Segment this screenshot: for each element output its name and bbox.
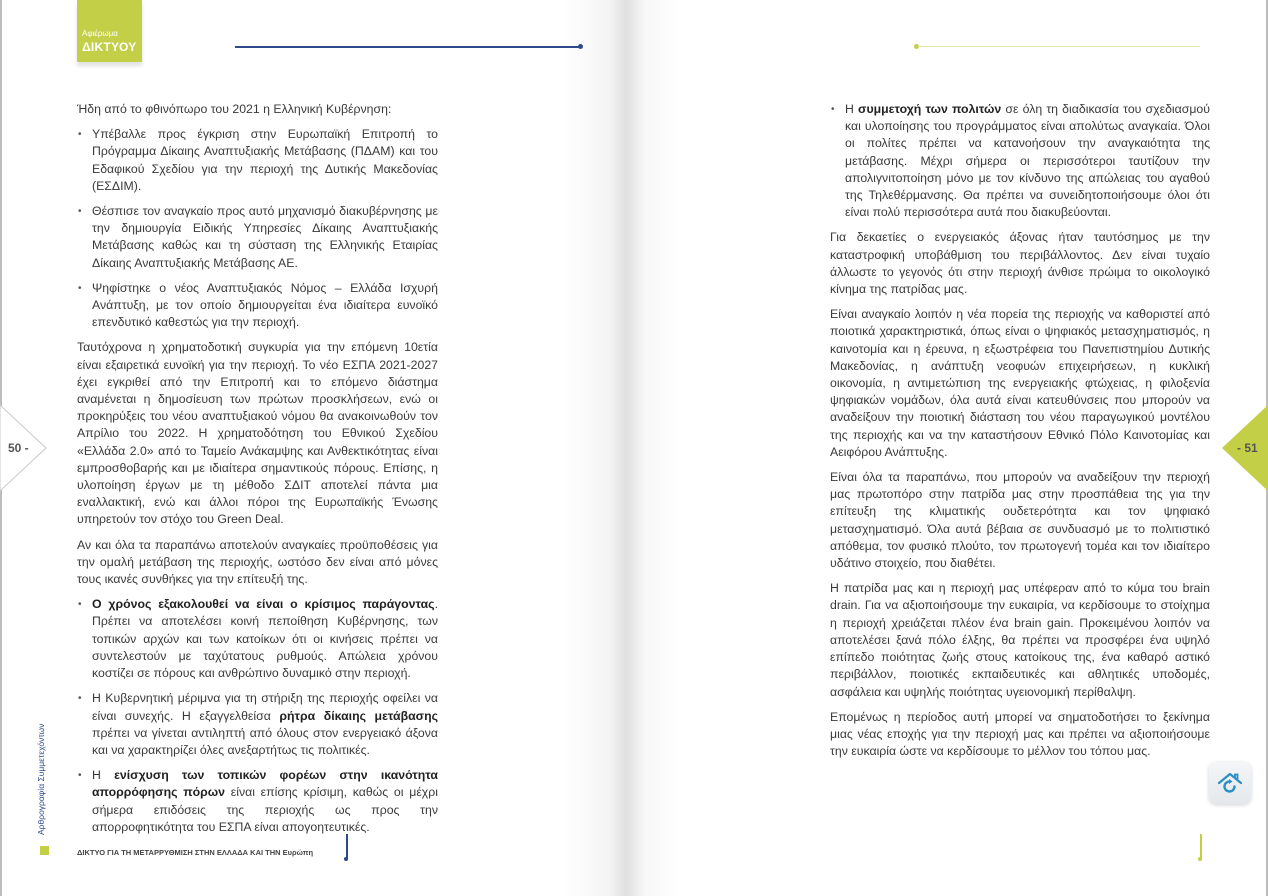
page-number-left: 50 - [8, 441, 29, 455]
bullet-list [77, 596, 438, 836]
footer-text: ΔΙΚΤΥΟ ΓΙΑ ΤΗ ΜΕΤΑΡΡΥΘΜΙΣΗ ΣΤΗΝ ΕΛΛΑΔΑ ΚΑΙ ΤΗΝ Ευρώπη [77, 848, 314, 857]
footer-rule-left [346, 834, 348, 859]
bold-text: ενίσχυση των τοπικών φορέων στην ικανότητα απορρόφησης πόρων [92, 768, 438, 800]
paragraph [77, 339, 438, 528]
footer-rule-right-dot [1198, 857, 1202, 861]
text-run: Ψηφίστηκε ο νέος Αναπτυξιακός Νόμος – Ελλάδα Ισχυρή Ανάπτυξη, με τον οποίο δημιουργείται ένα ιδιαίτερα ευνοϊκό επενδυτικό καθεστώς για την περιοχή. [92, 280, 438, 330]
text-run: πρέπει να γίνεται αντιληπτή από όλους στον ενεργειακό άξονα και να χαρακτηρίζει όλες ανεξαρτήτως τις πολιτικές. [92, 725, 438, 757]
paragraph [830, 229, 1210, 298]
section-label [77, 0, 142, 62]
paragraph [830, 469, 1210, 572]
footer-square [40, 846, 49, 855]
list-item [830, 101, 1210, 221]
page-number-right: - 51 [1237, 441, 1258, 455]
list-item [77, 596, 438, 682]
paragraph [830, 306, 1210, 461]
text-run: Η [92, 768, 115, 783]
list-item [77, 690, 438, 759]
side-section-label: Αρθρογραφία Συμμετεχόντων [36, 723, 46, 835]
header-rule-left-dot [578, 44, 583, 49]
text-run: Είναι όλα τα παραπάνω, που μπορούν να αναδείξουν την περιοχή μας πρωτοπόρο στην πατρίδα μας στην προσπάθεια της για την επίτευξη της κλιματικής ουδετερότητα και τον ψηφιακό μετασχηματισμό. Όλα αυτά βέβαια σε συνδυασμό με το πολιτιστικό απόθεμα, τον φυσικό πλούτο, τον πρωτογενή τομέα και τον ιδιαίτερο υδάτινο στοιχείο, που διαθέτει. [830, 470, 1210, 571]
home-button[interactable] [1209, 762, 1251, 804]
bullet-list [830, 101, 1210, 221]
paragraph [830, 580, 1210, 700]
bold-text: ρήτρα δίκαιης μετάβασης [279, 708, 438, 723]
left-text-column [77, 101, 438, 844]
text-run: Ήδη από το φθινόπωρο του 2021 η Ελληνική Κυβέρνηση: [77, 102, 392, 116]
paragraph [830, 709, 1210, 761]
bold-text: Ο χρόνος εξακολουθεί να είναι ο κρίσιμος παράγοντας [92, 597, 435, 612]
list-item [77, 767, 438, 836]
paragraph [77, 101, 438, 118]
text-run: Επομένως η περίοδος αυτή μπορεί να σηματοδοτήσει το ξεκίνημα μιας νέας εποχής για την περιοχή μας και πρέπει να αξιοποιήσουμε την ευκαιρία ώστε να κερδίσουμε το μέλλον του τόπου μας. [830, 709, 1210, 759]
footer-rule-left-dot [344, 857, 348, 861]
paragraph [77, 537, 438, 589]
text-run: Είναι αναγκαίο λοιπόν η νέα πορεία της περιοχής να καθοριστεί από ποιοτικά χαρακτηριστικά, όπως είναι ο ψηφιακός μετασχηματισμός, η καινοτομία και η έρευνα, η εξωστρέφεια του Πανεπιστημίου Δυτικής Μακεδονίας, η ανάπτυξη νεοφυών επιχειρήσεων, η κυκλική οικονομία, η αντιμετώπιση της ενεργειακής φτώχειας, η φιλοξενία ψηφιακών νομάδων, όλα αυτά είναι κατευθύνσεις που μπορούν να αναδείξουν την ποιοτική διάσταση του νέου παραγωγικού μοντέλου της περιοχής και να την καταστήσουν Εθνικό Πόλο Καινοτομίας και Αειφόρου Ανάπτυξης. [830, 307, 1210, 459]
bullet-list [77, 126, 438, 331]
home-refresh-icon [1217, 772, 1243, 794]
text-run: . Πρέπει να αποτελέσει κοινή πεποίθηση Κυβέρνησης, των τοπικών αρχών και των κατοίκων ότι οι κινήσεις πρέπει να συντελεστούν με ταχύτατους ρυθμούς. Απώλεια χρόνου κοστίζει σε πόρους και ανθρώπινο δυναμικό στην περιοχή. [92, 597, 438, 681]
right-text-column [830, 101, 1210, 768]
text-run: Η Κυβερνητική μέριμνα για τη στήριξη της περιοχής οφείλει να είναι συνεχής. Η εξαγγελθείσα [92, 691, 438, 723]
section-label-big: ΔΙΚΤΥΟΥ [82, 40, 137, 54]
text-run: είναι επίσης κρίσιμη, καθώς οι μέχρι σήμερα επιδόσεις της περιοχής ως προς την απορροφητικότητα του ΕΣΠΑ είναι απογοητευτικές. [92, 785, 438, 834]
text-run: Η [845, 102, 859, 116]
list-item [77, 126, 438, 195]
bold-text: συμμετοχή των πολιτών [858, 102, 1002, 116]
text-run: Ταυτόχρονα η χρηματοδοτική συγκυρία για την επόμενη 10ετία είναι εξαιρετικά ευνοϊκή για την περιοχή. Το νέο ΕΣΠΑ 2021-2027 έχει εγκριθεί από την Επιτροπή και το επόμενο διάστημα αναμένεται η δημοσίευση των πρώτων προσκλήσεων, ενώ οι προκηρύξεις του νέου αναπτυξιακού νόμου θα ανακοινωθούν τον Απρίλιο του 2022. Η χρηματοδότηση του Εθνικού Σχεδίου «Ελλάδα 2.0» από το Ταμείο Ανάκαμψης και Ανθεκτικότητας είναι εμπροσθοβαρής και με ιδιαίτερα σημαντικούς πόρους. Επίσης, η υλοποίηση έργων με τη μέθοδο ΣΔΙΤ αποτελεί πάντα μια εναλλακτική, ενώ και άλλοι πόροι της Ευρωπαϊκής Ένωσης υπηρετούν τον στόχο του Green Deal. [77, 340, 438, 527]
text-run: σε όλη τη διαδικασία του σχεδιασμού και υλοποίησης του προγράμματος είναι απολύτως αναγκαία. Όλοι οι πολίτες πρέπει να κατανοήσουν την αναγκαιότητα της μετάβασης. Μέχρι σήμερα οι περισσότεροι ταυτίζουν την απολιγνιτοποίηση μόνο με τον κίνδυνο της απώλειας του αγαθού της Τηλεθέρμανσης. Θα πρέπει να συνειδητοποιήσουμε όλοι ότι είναι πολύ περισσότερα αυτά που διακυβεύονται. [845, 102, 1210, 220]
text-run: Η πατρίδα μας και η περιοχή μας υπέφεραν από το κύμα του brain drain. Για να αξιοποιήσουμε την ευκαιρία, να κερδίσουμε το στοίχημα η περιοχή χρειάζεται πλέον ένα brain gain. Προκειμένου λοιπόν να αποτελέσει ξανά πόλο έλξης, θα πρέπει να προσφέρει ένα υψηλό επίπεδο ποιότητας ζωής στους κατοίκους της, ένα καθαρό αστικό περιβάλλον, ποιοτικές εκπαιδευτικές και αθλητικές υποδομές, ασφάλεια και υψηλής ποιότητας υγειονομική περίθαλψη. [830, 581, 1210, 699]
text-run: Για δεκαετίες ο ενεργειακός άξονας ήταν ταυτόσημος με την καταστροφική υποβάθμιση του περιβάλλοντος. Δεν είναι τυχαίο άλλωστε το γεγονός ότι στην περιοχή άνθισε πρώιμα το οικολογικό κίνημα της πατρίδας μας. [830, 230, 1210, 297]
text-run: Θέσπισε τον αναγκαίο προς αυτό μηχανισμό διακυβέρνησης με την δημιουργία Ειδικής Υπηρεσίες Δίκαιης Αναπτυξιακής Μετάβασης καθώς και τη σύσταση της Ελληνικής Εταιρίας Δίκαιης Αναπτυξιακής Μετάβασης ΑΕ. [92, 204, 438, 270]
list-item [77, 280, 438, 332]
text-run: Αν και όλα τα παραπάνω αποτελούν αναγκαίες προϋποθέσεις για την ομαλή μετάβαση της περιοχής, ωστόσο δεν είναι από μόνες τους ικανές συνθήκες για την επίτευξή της. [77, 537, 438, 587]
header-rule-right [918, 46, 1200, 47]
text-run: Υπέβαλλε προς έγκριση στην Ευρωπαϊκή Επιτροπή το Πρόγραμμα Δίκαιης Αναπτυξιακής Μετάβασης (ΠΔΑΜ) και του Εδαφικού Σχεδίου για την περιοχή της Δυτικής Μακεδονίας (ΕΣΔΙΜ). [92, 127, 438, 193]
list-item [77, 203, 438, 272]
footer-rule-right [1200, 834, 1202, 859]
section-label-small: Αφιέρωμα [82, 29, 118, 38]
header-rule-left [235, 46, 580, 48]
